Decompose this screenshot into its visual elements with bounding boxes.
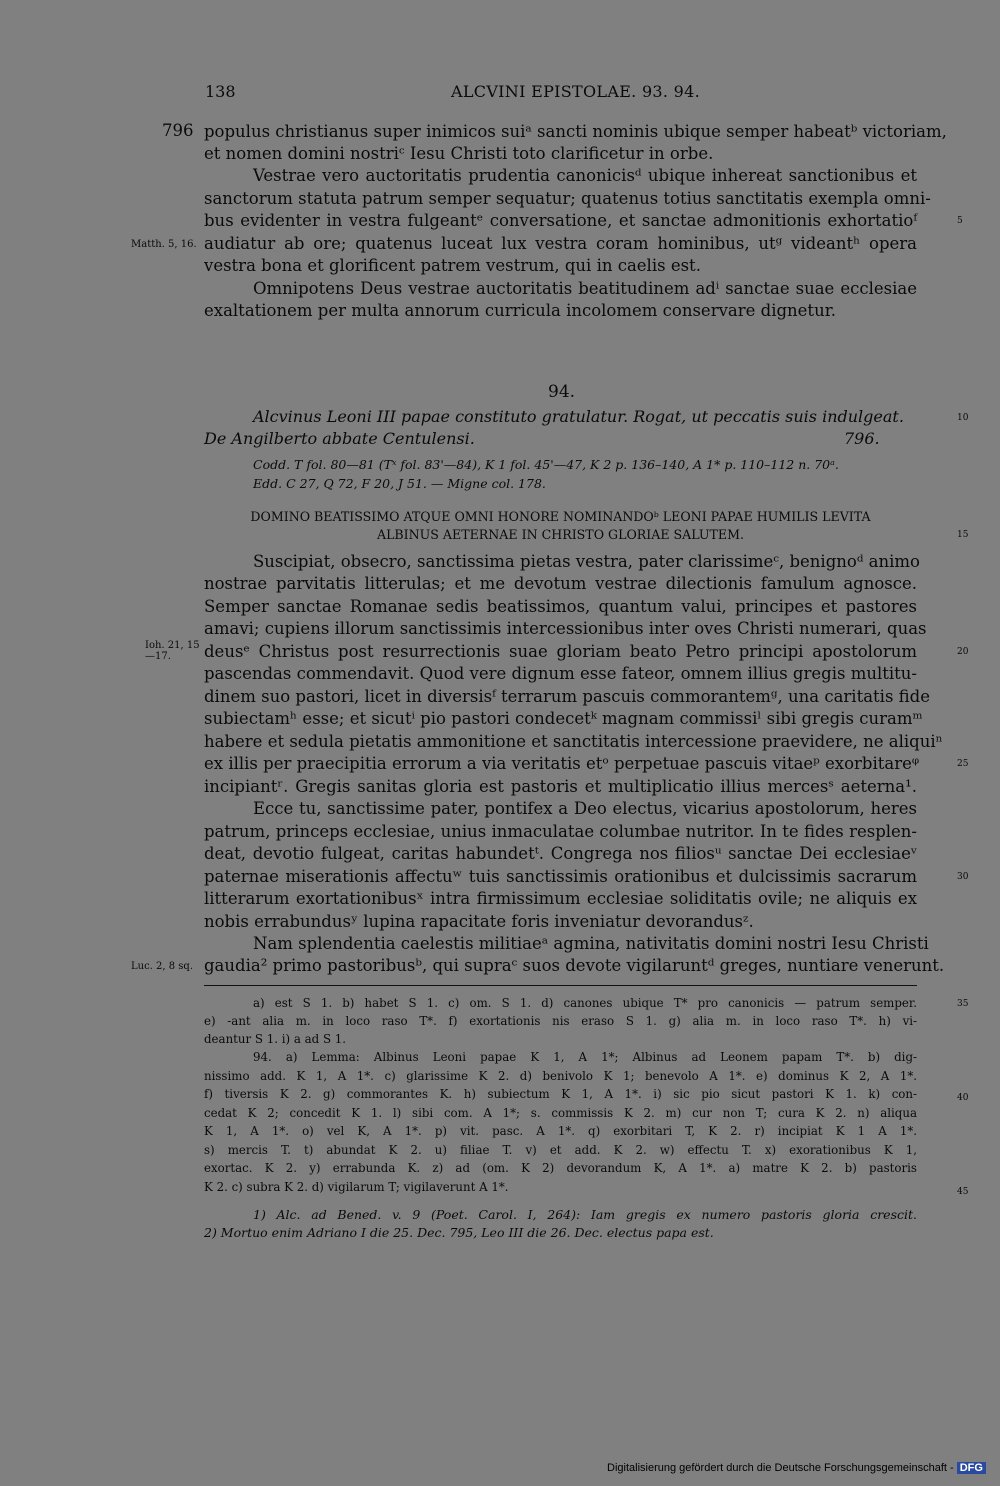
text-line: audiatur ab ore; quatenus luceat lux vestra coram hominibus, utᵍ videantʰ opera xyxy=(204,234,917,253)
line-number: 10 xyxy=(957,413,969,423)
dfg-logo: DFG xyxy=(957,1462,986,1474)
line-number: 45 xyxy=(957,1187,969,1197)
line-number: 5 xyxy=(957,216,963,226)
footnote-line: nissimo add. K 1, A 1*. c) glarissime K 2. d) benivolo K 1; benevolo A 1*. e) dominus K 2, A 1*. xyxy=(204,1069,917,1083)
margin-reference: Luc. 2, 8 sq. xyxy=(131,961,194,972)
text-line: deat, devotio fulgeat, caritas habundetᵗ. Congrega nos filiosᵘ sanctae Dei ecclesiaeᵛ xyxy=(204,844,917,863)
text-line: nostrae parvitatis litterulas; et me devotum vestrae dilectionis famulum agnosce. xyxy=(204,574,917,593)
letter-summary: De Angilberto abbate Centulensi. xyxy=(204,429,475,448)
footnote-line: cedat K 2; concedit K 1. l) sibi com. A 1*; s. commissis K 2. m) cur non T; cura K 2. n) aliqua xyxy=(204,1106,917,1120)
text-line: incipiantʳ. Gregis sanitas gloria est pastoris et multiplicatio illius mercesˢ aeterna¹. xyxy=(204,777,917,796)
text-line: Suscipiat, obsecro, sanctissima pietas vestra, pater clarissimeᶜ, benignoᵈ animo xyxy=(253,552,920,571)
footnote-line: a) est S 1. b) habet S 1. c) om. S 1. d) canones ubique T* pro canonicis — patrum semper. xyxy=(253,996,917,1010)
source-note: 2) Mortuo enim Adriano I die 25. Dec. 795, Leo III die 26. Dec. electus papa est. xyxy=(204,1225,714,1240)
editions-line: Edd. C 27, Q 72, F 20, J 51. — Migne col. 178. xyxy=(253,476,546,491)
page-number: 138 xyxy=(205,82,236,101)
text-line: amavi; cupiens illorum sanctissimis intercessionibus inter oves Christi numerari, quas xyxy=(204,619,927,638)
footnote-line: s) mercis T. t) abundat K 2. u) filiae T. v) et add. K 2. w) effectu T. x) exorationibus K 1, xyxy=(204,1143,917,1157)
line-number: 35 xyxy=(957,999,969,1009)
text-line: deusᵉ Christus post resurrectionis suae gloriam beato Petro principi apostolorum xyxy=(204,642,917,661)
letter-number: 94. xyxy=(548,382,576,402)
text-line: et nomen domini nostriᶜ Iesu Christi toto clarificetur in orbe. xyxy=(204,144,714,163)
text-line: patrum, princeps ecclesiae, unius inmaculatae columbae nutritor. In te fides resplen- xyxy=(204,822,917,841)
margin-reference: Ioh. 21, 15—17. xyxy=(145,640,200,662)
text-line: pascendas commendavit. Quod vere dignum esse fateor, omnem illius gregis multitu- xyxy=(204,664,917,683)
digitization-credit xyxy=(607,1462,986,1474)
text-line: bus evidenter in vestra fulgeantᵉ conversatione, et sanctae admonitionis exhortatioᶠ xyxy=(204,211,917,230)
year-marker: 796 xyxy=(162,121,194,140)
text-line: vestra bona et glorificent patrem vestrum, qui in caelis est. xyxy=(204,256,701,275)
text-line: sanctorum statuta patrum semper sequatur; quatenus totius sanctitatis exempla omni- xyxy=(204,189,931,208)
text-line: Nam splendentia caelestis militiaeᵃ agmina, nativitatis domini nostri Iesu Christi xyxy=(253,934,929,953)
text-line: ex illis per praecipitia errorum a via veritatis etᵒ perpetuae pascuis vitaeᵖ exorbitareᵠ xyxy=(204,754,920,773)
text-line: exaltationem per multa annorum curricula incolomem conservare dignetur. xyxy=(204,301,837,320)
text-line: Semper sanctae Romanae sedis beatissimos, quantum valui, principes et pastores xyxy=(204,597,917,616)
footnote-line: f) tiversis K 2. g) commorantes K. h) subiectum K 1, A 1*. i) sic pio sicut pastori K 1. k) con- xyxy=(204,1087,917,1101)
footnote-line: K 2. c) subra K 2. d) vigilarum T; vigilaverunt A 1*. xyxy=(204,1180,509,1194)
text-line: gaudia² primo pastoribusᵇ, qui supraᶜ suos devote vigilaruntᵈ greges, nuntiare venerunt. xyxy=(204,956,945,975)
text-line: paternae miserationis affectuʷ tuis sanctissimis orationibus et dulcissimis sacrarum xyxy=(204,867,917,886)
margin-reference: Matth. 5, 16. xyxy=(131,239,197,250)
text-line: Omnipotens Deus vestrae auctoritatis beatitudinem adⁱ sanctae suae ecclesiae xyxy=(253,279,917,298)
letter-summary: Alcvinus Leoni III papae constituto gratulatur. Rogat, ut peccatis suis indulgeat. xyxy=(253,407,904,426)
text-line: subiectamʰ esse; et sicutⁱ pio pastori condecetᵏ magnam commissiˡ sibi gregis curamᵐ xyxy=(204,709,923,728)
line-number: 25 xyxy=(957,759,969,769)
running-title: ALCVINI EPISTOLAE. 93. 94. xyxy=(451,82,701,101)
credit-text: Digitalisierung gefördert durch die Deutsche Forschungsgemeinschaft - xyxy=(607,1462,954,1474)
source-note: 1) Alc. ad Bened. v. 9 (Poet. Carol. I, 264): Iam gregis ex numero pastoris gloria crescit. xyxy=(253,1207,917,1222)
text-line: populus christianus super inimicos suiᵃ sancti nominis ubique semper habeatᵇ victoriam, xyxy=(204,122,947,141)
line-number: 15 xyxy=(957,530,969,540)
footnote-rule xyxy=(204,985,917,986)
salutation: DOMINO BEATISSIMO ATQUE OMNI HONORE NOMINANDOᵇ LEONI PAPAE HUMILIS LEVITA xyxy=(250,509,871,524)
text-line: Ecce tu, sanctissime pater, pontifex a Deo electus, vicarius apostolorum, heres xyxy=(253,799,917,818)
text-line: Vestrae vero auctoritatis prudentia canonicisᵈ ubique inhereat sanctionibus et xyxy=(253,166,917,185)
footnote-line: 94. a) Lemma: Albinus Leoni papae K 1, A 1*; Albinus ad Leonem papam T*. b) dig- xyxy=(253,1050,917,1064)
line-number: 30 xyxy=(957,872,969,882)
text-line: habere et sedula pietatis ammonitione et sanctitatis intercessione praevidere, ne aliquiⁿ xyxy=(204,732,943,751)
footnote-line: exortac. K 2. y) errabunda K. z) ad (om. K 2) devorandum K, A 1*. a) matre K 2. b) pastoris xyxy=(204,1161,917,1175)
footnote-line: e) -ant alia m. in loco raso T*. f) exortationis nis eraso S 1. g) alia m. in loco raso T*. h) vi- xyxy=(204,1014,917,1028)
text-line: litterarum exortationibusˣ intra firmissimum ecclesiae soliditatis ovile; ne aliquis ex xyxy=(204,889,917,908)
line-number: 40 xyxy=(957,1093,969,1103)
line-number: 20 xyxy=(957,647,969,657)
text-line: dinem suo pastori, licet in diversisᶠ terrarum pascuis commorantemᵍ, una caritatis fide xyxy=(204,687,931,706)
footnote-line: deantur S 1. i) a ad S 1. xyxy=(204,1032,347,1046)
footnote-line: K 1, A 1*. o) vel K, A 1*. p) vit. pasc. A 1*. q) exorbitari T, K 2. r) incipiat K 1 A 1*. xyxy=(204,1124,917,1138)
codices-line: Codd. T fol. 80—81 (Tˣ fol. 83'—84), K 1 fol. 45'—47, K 2 p. 136–140, A 1* p. 110–112 n. 70ᵃ. xyxy=(253,457,839,472)
salutation: ALBINUS AETERNAE IN CHRISTO GLORIAE SALUTEM. xyxy=(376,527,745,542)
text-line: nobis errabundusʸ lupina rapacitate foris inveniatur devorandusᶻ. xyxy=(204,912,754,931)
letter-year: 796. xyxy=(844,429,880,448)
